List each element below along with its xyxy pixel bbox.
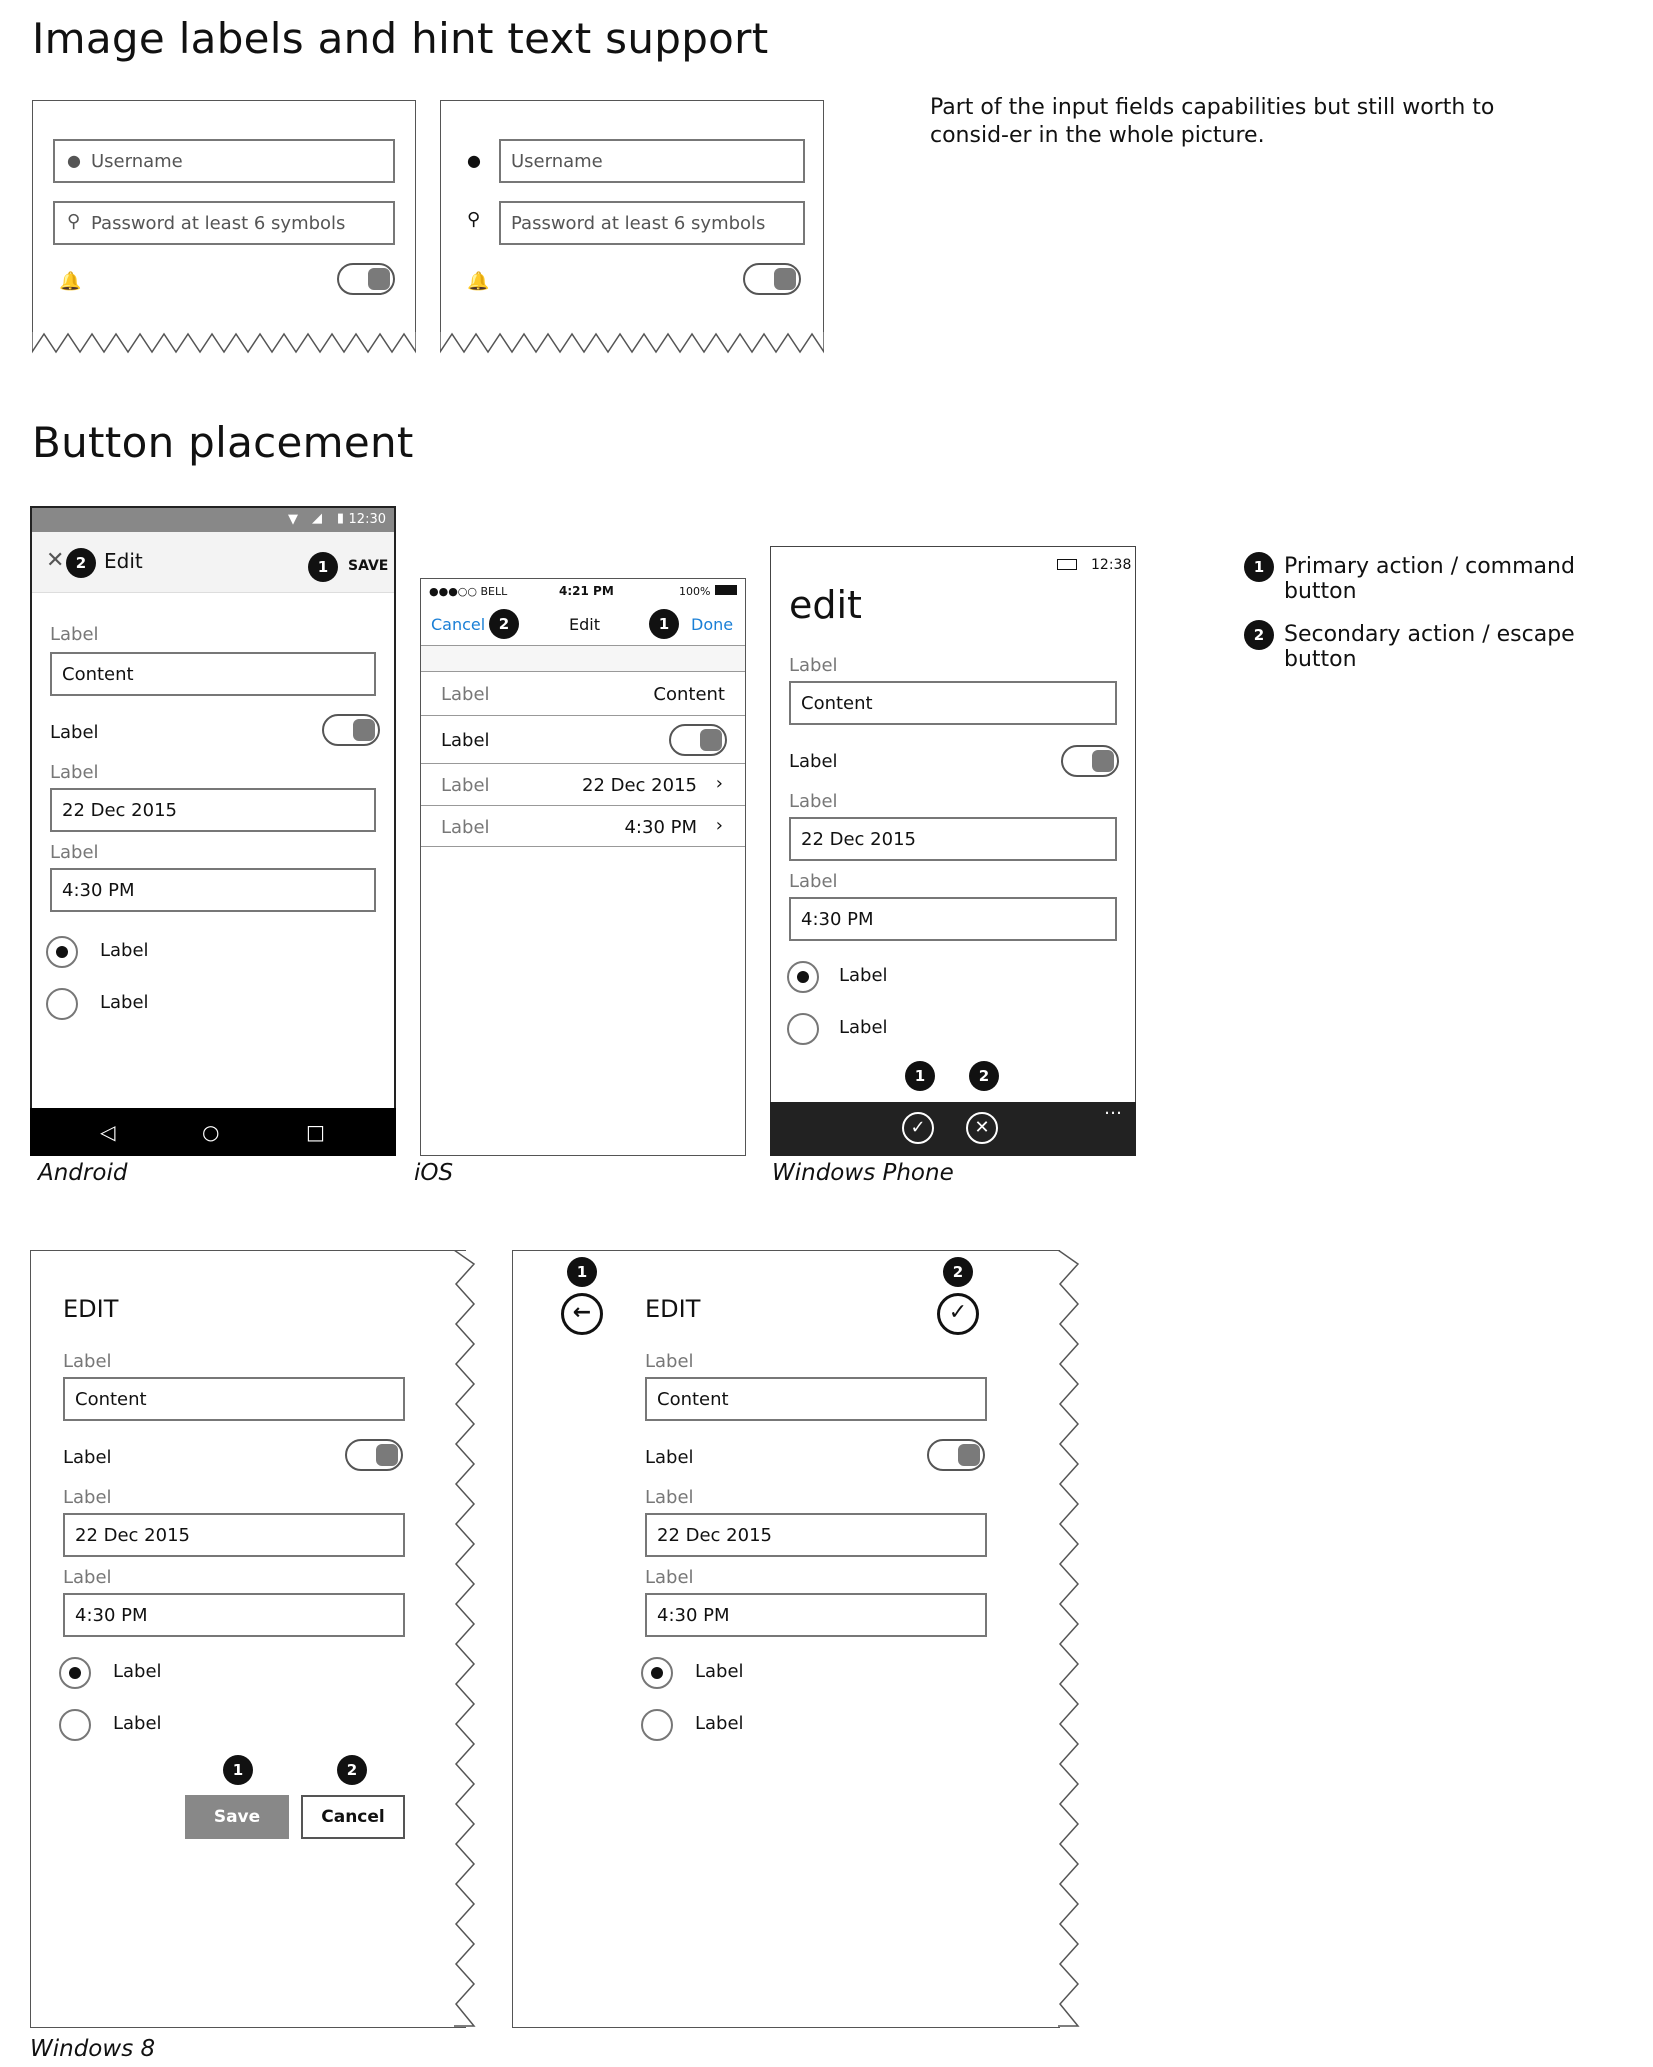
content-field[interactable]: Content [789, 681, 1117, 725]
field-label: Label [63, 1351, 112, 1372]
winphone-screen [770, 546, 1136, 1156]
done-button[interactable]: Done [691, 615, 734, 634]
win8-screen-icons [512, 1250, 1060, 2028]
time-field[interactable]: 4:30 PM [789, 897, 1117, 941]
ios-screen [420, 578, 746, 1156]
field-label: Label [789, 871, 838, 892]
row-label: Label [441, 817, 490, 838]
torn-edge [454, 1250, 480, 2028]
radio-label: Label [113, 1661, 162, 1682]
content-field[interactable]: Content [645, 1377, 987, 1421]
login-panel-inline-icons [32, 100, 416, 332]
check-icon[interactable]: ✓ [902, 1112, 934, 1144]
section1-note: Part of the input fields capabilities but still worth to consid-er in the whole picture. [930, 95, 1495, 148]
home-icon[interactable]: ○ [202, 1120, 220, 1144]
badge-1: 1 [308, 552, 338, 582]
key-icon: ⚲ [467, 209, 481, 230]
date-field[interactable]: 22 Dec 2015 [789, 817, 1117, 861]
android-nav-bar [30, 1108, 396, 1156]
field-label: Label [63, 1487, 112, 1508]
password-placeholder: Password at least 6 symbols [91, 212, 346, 234]
torn-edge [440, 330, 824, 354]
time-field[interactable]: 4:30 PM [63, 1593, 405, 1637]
badge-2: 2 [943, 1257, 973, 1287]
radio-unselected[interactable] [59, 1709, 91, 1741]
toggle-label: Label [63, 1447, 112, 1468]
ios-carrier: ●●●○○ BELL [429, 585, 508, 598]
user-icon: ● [467, 151, 481, 170]
radio-unselected[interactable] [46, 988, 78, 1020]
row-value: 4:30 PM [624, 817, 697, 838]
close-icon[interactable]: ✕ [966, 1112, 998, 1144]
password-field[interactable]: Password at least 6 symbols [499, 201, 805, 245]
badge-1: 1 [567, 1257, 597, 1287]
more-icon[interactable]: … [1104, 1098, 1122, 1119]
legend-badge-2: 2 [1244, 620, 1274, 650]
badge-1: 1 [223, 1755, 253, 1785]
field-label: Label [789, 655, 838, 676]
bell-icon: 🔔 [59, 271, 82, 292]
date-field[interactable]: 22 Dec 2015 [50, 788, 376, 832]
android-status-bar [32, 508, 394, 532]
toggle-switch[interactable] [1061, 745, 1119, 777]
row-value: Content [653, 684, 725, 705]
content-field[interactable]: Content [50, 652, 376, 696]
radio-unselected[interactable] [787, 1013, 819, 1045]
android-time: 12:30 [348, 512, 386, 527]
radio-selected[interactable] [787, 961, 819, 993]
winphone-caption: Windows Phone [772, 1160, 954, 1186]
radio-label: Label [113, 1713, 162, 1734]
close-icon[interactable]: ✕ [46, 548, 65, 573]
username-field[interactable] [53, 139, 395, 183]
content-field[interactable]: Content [63, 1377, 405, 1421]
toggle-switch[interactable] [669, 724, 727, 756]
field-label: Label [50, 624, 99, 645]
toggle-switch[interactable] [322, 714, 380, 746]
save-button[interactable]: Save [185, 1795, 289, 1839]
ios-row-date[interactable] [421, 763, 745, 805]
toggle-switch[interactable] [927, 1439, 985, 1471]
user-icon: ● [67, 151, 81, 170]
field-label: Label [63, 1567, 112, 1588]
badge-2: 2 [489, 609, 519, 639]
torn-edge [32, 330, 416, 354]
toggle-switch[interactable] [345, 1439, 403, 1471]
badge-2: 2 [66, 548, 96, 578]
section-title-button-placement: Button placement [32, 418, 414, 467]
field-label: Label [50, 762, 99, 783]
toggle-label: Label [50, 722, 99, 743]
ios-spacer [421, 645, 745, 671]
ios-title: Edit [569, 615, 600, 634]
back-icon[interactable]: ◁ [100, 1120, 116, 1144]
recents-icon[interactable]: □ [306, 1120, 325, 1144]
badge-1: 1 [905, 1061, 935, 1091]
field-label: Label [645, 1567, 694, 1588]
radio-unselected[interactable] [641, 1709, 673, 1741]
login-panel-outside-icons [440, 100, 824, 332]
win8-title: EDIT [645, 1295, 701, 1323]
battery-icon: ▮ [336, 511, 344, 526]
win8-screen-buttons [30, 1250, 466, 2028]
wifi-icon: ▼ [288, 512, 298, 527]
winphone-title: edit [789, 583, 862, 627]
username-field[interactable]: Username [499, 139, 805, 183]
username-placeholder: Username [91, 150, 183, 172]
notification-toggle[interactable] [743, 263, 801, 295]
radio-label: Label [100, 992, 149, 1013]
row-value: 22 Dec 2015 [582, 775, 697, 796]
win8-title: EDIT [63, 1295, 119, 1323]
badge-2: 2 [969, 1061, 999, 1091]
ios-row-toggle [421, 715, 745, 763]
back-arrow-icon[interactable]: ← [561, 1293, 603, 1335]
ios-battery-text: 100% [679, 585, 711, 598]
radio-label: Label [839, 1017, 888, 1038]
android-caption: Android [38, 1160, 128, 1186]
cancel-button[interactable]: Cancel [431, 615, 486, 634]
password-field[interactable] [53, 201, 395, 245]
field-label: Label [645, 1351, 694, 1372]
chevron-right-icon: › [715, 773, 723, 794]
radio-selected[interactable] [641, 1657, 673, 1689]
time-field[interactable]: 4:30 PM [50, 868, 376, 912]
battery-icon [715, 585, 737, 595]
date-field[interactable]: 22 Dec 2015 [645, 1513, 987, 1557]
win8-caption: Windows 8 [30, 2036, 156, 2062]
radio-label: Label [695, 1661, 744, 1682]
legend-secondary: Secondary action / escape button [1284, 622, 1575, 672]
badge-2: 2 [337, 1755, 367, 1785]
cancel-button[interactable]: Cancel [301, 1795, 405, 1839]
section-title-image-labels: Image labels and hint text support [32, 14, 769, 63]
row-label: Label [441, 775, 490, 796]
save-button[interactable]: SAVE [348, 558, 389, 574]
ios-caption: iOS [414, 1160, 454, 1186]
date-field[interactable]: 22 Dec 2015 [63, 1513, 405, 1557]
row-label: Label [441, 684, 490, 705]
radio-label: Label [100, 940, 149, 961]
radio-label: Label [839, 965, 888, 986]
row-label: Label [441, 730, 490, 751]
ios-time: 4:21 PM [559, 584, 614, 598]
field-label: Label [50, 842, 99, 863]
radio-selected[interactable] [46, 936, 78, 968]
legend-primary: Primary action / command button [1284, 554, 1575, 604]
winphone-time: 12:38 [1091, 557, 1132, 573]
notification-toggle[interactable] [337, 263, 395, 295]
signal-icon: ◢ [312, 511, 322, 526]
field-label: Label [789, 791, 838, 812]
android-screen [30, 506, 396, 1156]
winphone-app-bar [770, 1098, 1136, 1156]
bell-icon: 🔔 [467, 271, 490, 292]
key-icon: ⚲ [67, 211, 81, 232]
toggle-label: Label [789, 751, 838, 772]
time-field[interactable]: 4:30 PM [645, 1593, 987, 1637]
android-title: Edit [104, 549, 143, 573]
radio-selected[interactable] [59, 1657, 91, 1689]
badge-1: 1 [649, 609, 679, 639]
android-app-bar [32, 532, 394, 593]
ios-row-content[interactable] [421, 671, 745, 715]
ios-row-time[interactable] [421, 805, 745, 847]
legend-badge-1: 1 [1244, 552, 1274, 582]
battery-icon [1057, 559, 1077, 570]
torn-edge [1058, 1250, 1084, 2028]
toggle-label: Label [645, 1447, 694, 1468]
check-icon[interactable]: ✓ [937, 1293, 979, 1335]
radio-label: Label [695, 1713, 744, 1734]
chevron-right-icon: › [715, 815, 723, 836]
field-label: Label [645, 1487, 694, 1508]
